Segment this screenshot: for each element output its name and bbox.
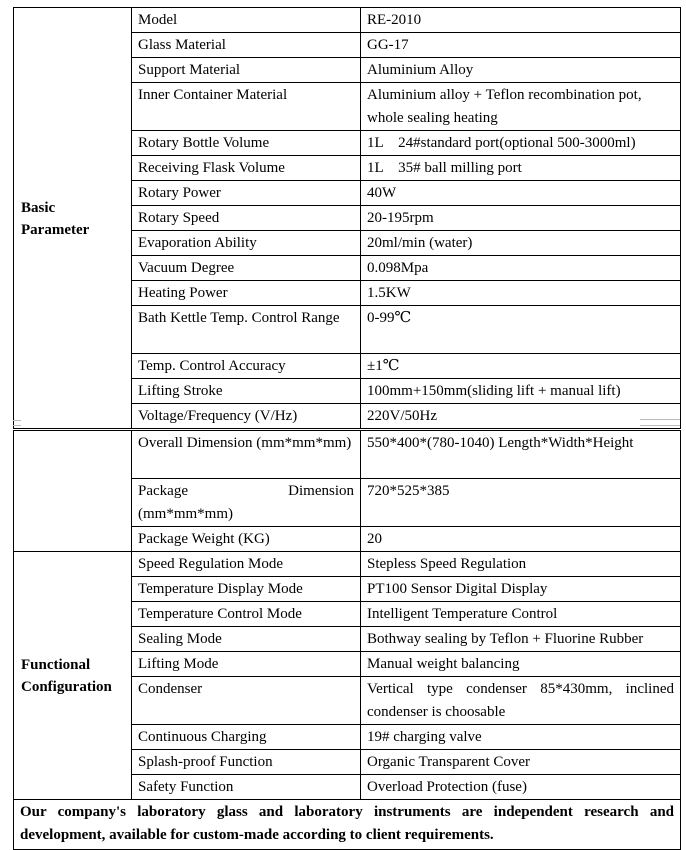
param-name: Lifting Stroke [132,379,361,404]
category-line: Parameter [21,221,90,238]
param-value: 1L 24#standard port(optional 500-3000ml) [361,131,681,156]
param-name: Condenser [132,677,361,725]
basic-parameter-table [13,7,681,429]
param-value: 40W [361,181,681,206]
param-name: Sealing Mode [132,627,361,652]
param-value: 19# charging valve [361,725,681,750]
table-row [14,431,681,479]
param-value: Aluminium Alloy [361,58,681,83]
param-value: 0.098Mpa [361,256,681,281]
table-row [14,800,681,850]
param-name: Evaporation Ability [132,231,361,256]
param-name: Bath Kettle Temp. Control Range [132,306,361,354]
param-value: 550*400*(780-1040) Length*Width*Height [361,431,681,479]
param-name: Splash-proof Function [132,750,361,775]
param-name: Temp. Control Accuracy [132,354,361,379]
param-name: Heating Power [132,281,361,306]
category-functional-configuration [14,552,132,800]
param-value: RE-2010 [361,8,681,33]
param-name: Inner Container Material [132,83,361,131]
param-value: 1.5KW [361,281,681,306]
param-name: Overall Dimension (mm*mm*mm) [132,431,361,479]
table-row [14,8,681,33]
param-name: Glass Material [132,33,361,58]
param-name: Lifting Mode [132,652,361,677]
param-name: Package Dimension (mm*mm*mm) [132,479,361,527]
param-value: PT100 Sensor Digital Display [361,577,681,602]
param-value: ±1℃ [361,354,681,379]
param-name: Temperature Control Mode [132,602,361,627]
param-value: 1L 35# ball milling port [361,156,681,181]
param-value: Aluminium alloy + Teflon recombination pot, whole sealing heating [361,83,681,131]
param-name: Rotary Bottle Volume [132,131,361,156]
param-name: Voltage/Frequency (V/Hz) [132,404,361,429]
param-value: Overload Protection (fuse) [361,775,681,800]
param-value: 720*525*385 [361,479,681,527]
param-value: Intelligent Temperature Control [361,602,681,627]
page-break-right-mark [640,419,680,426]
param-value: 220V/50Hz [361,404,681,429]
category-line: Functional [21,657,91,673]
param-value: Organic Transparent Cover [361,750,681,775]
param-name: Package Weight (KG) [132,527,361,552]
param-name: Speed Regulation Mode [132,552,361,577]
param-value: 20-195rpm [361,206,681,231]
param-name: Support Material [132,58,361,83]
page-break-marker [13,417,680,429]
param-value: Stepless Speed Regulation [361,552,681,577]
param-name: Continuous Charging [132,725,361,750]
param-name: Model [132,8,361,33]
functional-configuration-table [13,430,681,850]
param-name: Safety Function [132,775,361,800]
company-note: Our company's laboratory glass and laboratory instruments are independent research and development, available for custom-made according to client requirements. [14,800,681,850]
category-line: Configuration [21,679,112,695]
category-basic-parameter [14,8,132,429]
param-value: 100mm+150mm(sliding lift + manual lift) [361,379,681,404]
param-value: 0-99℃ [361,306,681,354]
param-name: Rotary Power [132,181,361,206]
page-break-left-mark [13,420,21,426]
table-row [14,552,681,577]
param-name: Receiving Flask Volume [132,156,361,181]
category-line: Basic [21,199,56,216]
param-value: 20ml/min (water) [361,231,681,256]
param-name: Temperature Display Mode [132,577,361,602]
param-value: GG-17 [361,33,681,58]
param-name: Rotary Speed [132,206,361,231]
param-value: Manual weight balancing [361,652,681,677]
category-empty [14,431,132,552]
param-name: Vacuum Degree [132,256,361,281]
param-value: Vertical type condenser 85*430mm, inclined condenser is choosable [361,677,681,725]
param-value: 20 [361,527,681,552]
param-value: Bothway sealing by Teflon + Fluorine Rubber [361,627,681,652]
